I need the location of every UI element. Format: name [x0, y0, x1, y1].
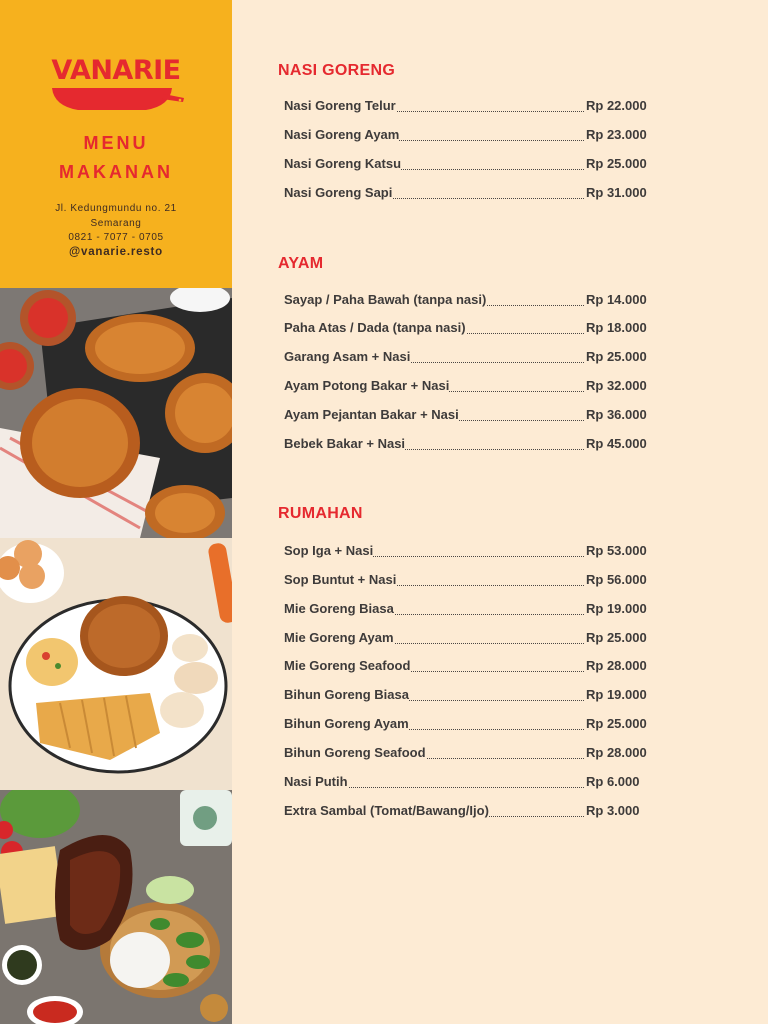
item-name: Ayam Potong Bakar + Nasi — [284, 376, 449, 396]
item-price: Rp 45.000 — [584, 434, 647, 454]
section-title: NASI GORENG — [278, 62, 396, 79]
item-price: Rp 3.000 — [584, 801, 639, 821]
item-price: Rp 28.000 — [584, 656, 647, 676]
menu-item — [284, 570, 662, 590]
item-name: Ayam Pejantan Bakar + Nasi — [284, 405, 459, 425]
item-name: Mie Goreng Ayam — [284, 628, 394, 648]
pan-icon — [46, 84, 186, 118]
menu-content — [232, 0, 768, 1024]
menu-item — [284, 154, 662, 174]
fried-rice-katsu-photo — [0, 538, 232, 790]
item-price: Rp 36.000 — [584, 405, 647, 425]
menu-item — [284, 434, 662, 454]
menu-title-line1: MENU — [83, 133, 149, 153]
item-price: Rp 25.000 — [584, 714, 647, 734]
item-price: Rp 25.000 — [584, 154, 647, 174]
item-name: Paha Atas / Dada (tanpa nasi) — [284, 318, 466, 338]
menu-item — [284, 628, 662, 648]
item-price: Rp 31.000 — [584, 183, 647, 203]
item-price: Rp 19.000 — [584, 599, 647, 619]
item-price: Rp 14.000 — [584, 290, 647, 310]
address-line1: Jl. Kedungmundu no. 21 — [55, 203, 177, 214]
section-ayam — [278, 255, 698, 451]
item-price: Rp 28.000 — [584, 743, 647, 763]
item-name: Bihun Goreng Biasa — [284, 685, 409, 705]
menu-item — [284, 541, 662, 561]
menu-item — [284, 801, 662, 821]
item-name: Nasi Goreng Sapi — [284, 183, 392, 203]
vanarie-logo — [46, 54, 186, 118]
item-name: Bihun Goreng Seafood — [284, 743, 426, 763]
item-name: Sayap / Paha Bawah (tanpa nasi) — [284, 290, 486, 310]
item-name: Garang Asam + Nasi — [284, 347, 410, 367]
section-title: AYAM — [278, 255, 324, 272]
item-name: Nasi Goreng Ayam — [284, 125, 399, 145]
menu-item — [284, 318, 662, 338]
item-name: Nasi Goreng Telur — [284, 96, 396, 116]
menu-item — [284, 656, 662, 676]
item-name: Bebek Bakar + Nasi — [284, 434, 405, 454]
logo-text: VANARIE — [51, 55, 181, 86]
menu-item — [284, 772, 662, 792]
item-price: Rp 22.000 — [584, 96, 647, 116]
item-name: Extra Sambal (Tomat/Bawang/Ijo) — [284, 801, 489, 821]
brand-panel — [0, 0, 232, 288]
menu-item — [284, 714, 662, 734]
menu-item — [284, 743, 662, 763]
item-price: Rp 25.000 — [584, 628, 647, 648]
sidebar — [0, 0, 232, 1024]
section-nasi-goreng — [278, 62, 698, 200]
menu-item — [284, 96, 662, 116]
item-name: Bihun Goreng Ayam — [284, 714, 409, 734]
address-line2: Semarang — [90, 218, 142, 229]
item-name: Sop Buntut + Nasi — [284, 570, 396, 590]
menu-item — [284, 405, 662, 425]
menu-item — [284, 125, 662, 145]
item-price: Rp 6.000 — [584, 772, 639, 792]
item-price: Rp 18.000 — [584, 318, 647, 338]
item-name: Mie Goreng Seafood — [284, 656, 410, 676]
menu-item — [284, 347, 662, 367]
grilled-duck-rice-photo — [0, 790, 232, 1024]
menu-item — [284, 376, 662, 396]
menu-item — [284, 183, 662, 203]
menu-item — [284, 599, 662, 619]
item-name: Nasi Putih — [284, 772, 348, 792]
section-title: RUMAHAN — [278, 505, 363, 522]
item-price: Rp 53.000 — [584, 541, 647, 561]
item-price: Rp 23.000 — [584, 125, 647, 145]
item-price: Rp 25.000 — [584, 347, 647, 367]
social-handle: @vanarie.resto — [68, 246, 163, 258]
menu-title-line2: MAKANAN — [59, 162, 173, 182]
menu-item — [284, 685, 662, 705]
section-rumahan — [278, 505, 698, 818]
fried-chicken-photo — [0, 288, 232, 538]
item-price: Rp 32.000 — [584, 376, 647, 396]
item-name: Nasi Goreng Katsu — [284, 154, 401, 174]
item-name: Mie Goreng Biasa — [284, 599, 394, 619]
menu-item — [284, 290, 662, 310]
item-price: Rp 19.000 — [584, 685, 647, 705]
phone-number: 0821 - 7077 - 0705 — [68, 232, 164, 243]
item-price: Rp 56.000 — [584, 570, 647, 590]
item-name: Sop Iga + Nasi — [284, 541, 373, 561]
